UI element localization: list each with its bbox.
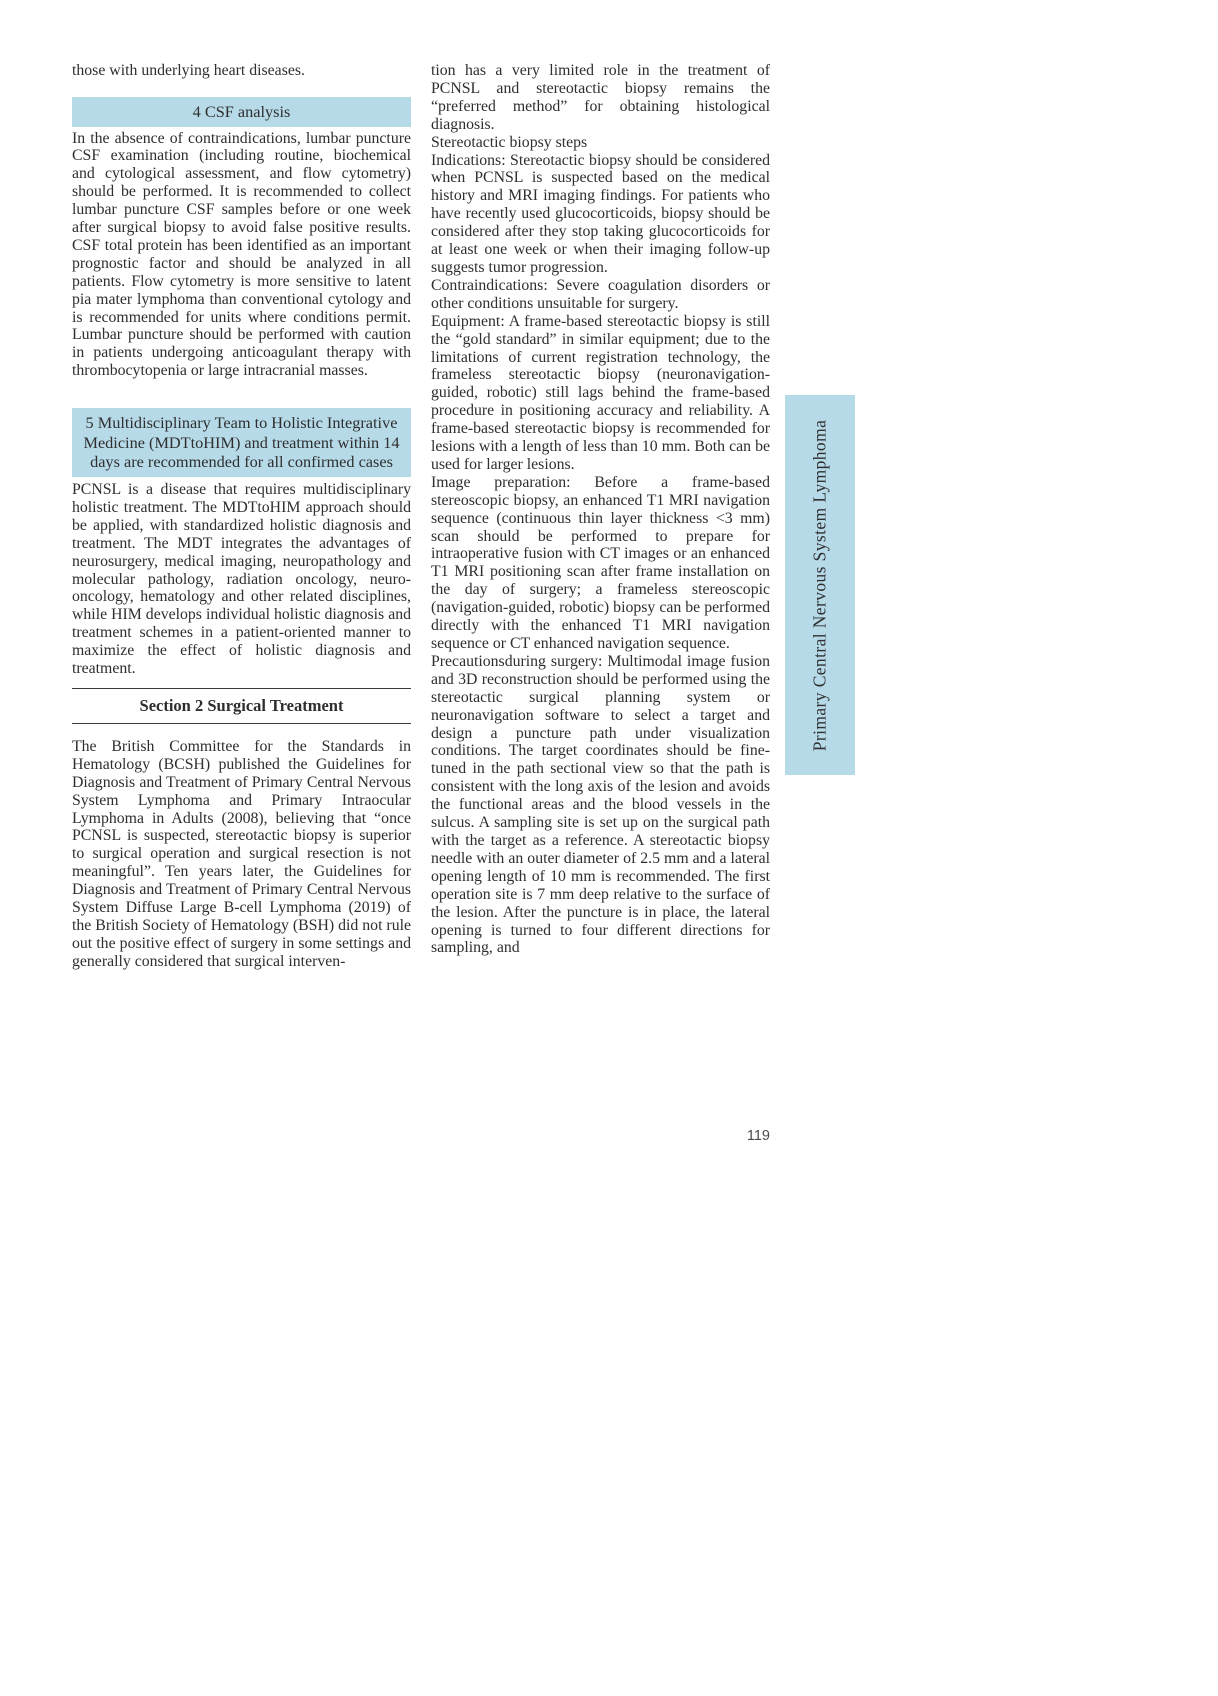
section-4-heading: 4 CSF analysis xyxy=(72,97,411,127)
paragraph-image-preparation: Image preparation: Before a frame-based stereoscopic biopsy, an enhanced T1 MRI navigation sequence (continuous thin layer thickness <3 mm) scan should be performed to prepare for intraoperative fusion with CT images or an enhanced T1 MRI positioning scan after frame installation on the day of surgery; a frameless stereoscopic (navigation-guided, robotic) biopsy can be performed directly with the enhanced T1 MRI navigation sequence or CT enhanced navigation sequence. xyxy=(431,473,770,652)
paragraph-indications: Indications: Stereotactic biopsy should be considered when PCNSL is suspected based on the medical history and MRI imaging findings. For patients who have recently used glucocorticoids, biopsy should be considered after they stop taking glucocorticoids for at least one week or when their imaging follow-up suggests tumor progression. xyxy=(431,151,770,276)
right-column xyxy=(431,62,770,957)
paragraph: tion has a very limited role in the treatment of PCNSL and stereotactic biopsy remains the “preferred method” for obtaining histological diagnosis. xyxy=(431,62,770,133)
page-number: 119 xyxy=(746,1128,770,1144)
section-5-paragraph: PCNSL is a disease that requires multidisciplinary holistic treatment. The MDTtoHIM approach should be applied, with standardized holistic diagnosis and treatment. The MDT integrates the advantages of neurosurgery, medical imaging, neuropathology and molecular pathology, radiation oncology, neuro-oncology, hematology and other related disciplines, while HIM develops individual holistic diagnosis and treatment schemes in a patient-oriented manner to maximize the effect of holistic diagnosis and treatment. xyxy=(72,480,411,678)
paragraph-continuation: those with underlying heart diseases. xyxy=(72,62,305,79)
paragraph-contraindications: Contraindications: Severe coagulation disorders or other conditions unsuitable for surgery. xyxy=(431,276,770,312)
chapter-edge-tab-label: Primary Central Nervous System Lymphoma xyxy=(809,419,830,751)
section-2-paragraph: The British Committee for the Standards in Hematology (BCSH) published the Guidelines for Diagnosis and Treatment of Primary Central Nervous System Lymphoma and Primary Intraocular Lymphoma in Adults (2008), believing that “once PCNSL is suspected, stereotactic biopsy is superior to surgical operation and surgical resection is not meaningful”. Ten years later, the Guidelines for Diagnosis and Treatment of Primary Central Nervous System Diffuse Large B-cell Lymphoma (2019) of the British Society of Hematology (BSH) did not rule out the positive effect of surgery in some settings and generally considered that surgical interven- xyxy=(72,737,411,970)
chapter-edge-tab xyxy=(785,395,855,775)
paragraph-precautions: Precautionsduring surgery: Multimodal image fusion and 3D reconstruction should be performed using the stereotactic surgical planning system or neuronavigation software to select a target and design a puncture path under visualization conditions. The target coordinates should be fine-tuned in the path sectional view so that the path is consistent with the long axis of the lesion and avoids the functional areas and the blood vessels in the sulcus. A sampling site is set up on the surgical path with the target as a reference. A stereotactic biopsy needle with an outer diameter of 2.5 mm and a lateral opening length of 10 mm is recommended. The first operation site is 7 mm deep relative to the surface of the lesion. After the puncture is in place, the lateral opening is turned to four different directions for sampling, and xyxy=(431,652,770,957)
section-2-title: Section 2 Surgical Treatment xyxy=(72,688,411,724)
left-column xyxy=(72,62,411,971)
section-4-paragraph: In the absence of contraindications, lumbar puncture CSF examination (including routine, biochemical and cytological assessment, and flow cytometry) should be performed. It is recommended to collect lumbar puncture CSF samples before or one week after surgical biopsy to avoid false positive results. CSF total protein has been identified as an important prognostic factor and should be analyzed in all patients. Flow cytometry is more sensitive to latent pia mater lymphoma than conventional cytology and is recommended for units where conditions permit. Lumbar puncture should be performed with caution in patients undergoing anticoagulant therapy with thrombocytopenia or large intracranial masses. xyxy=(72,129,411,380)
subheading-stereotactic-biopsy-steps: Stereotactic biopsy steps xyxy=(431,133,588,151)
paragraph-equipment: Equipment: A frame-based stereotactic biopsy is still the “gold standard” in similar equipment; due to the limitations of current registration technology, the frameless stereotactic biopsy (neuronavigation-guided, robotic) still lags behind the frame-based procedure in positioning accuracy and reliability. A frame-based stereotactic biopsy is recommended for lesions with a length of less than 10 mm. Both can be used for larger lesions. xyxy=(431,312,770,473)
section-5-heading: 5 Multidisciplinary Team to Holistic Integrative Medicine (MDTtoHIM) and treatment within 14 days are recommended for all confirmed cases xyxy=(72,408,411,477)
